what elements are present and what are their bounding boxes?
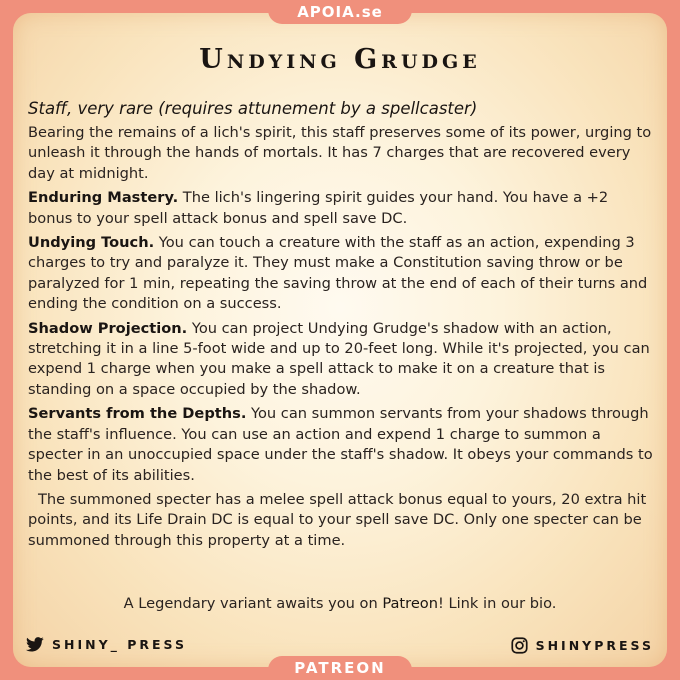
item-description: [28, 98, 654, 555]
instagram-icon: [511, 637, 528, 654]
top-tab: [268, 0, 412, 24]
property-text: You can project Undying Grudge's shadow with an action, stretching it in a line 5-foot wide and up to 20-feet long. While it's projected, you can expend 1 charge when you make a spell attack to make it on a creature that is standing on a space occupied by the shadow.: [28, 319, 650, 398]
property-undying-touch: [28, 233, 654, 315]
item-title: Undying Grudge: [199, 44, 481, 75]
patreon-link[interactable]: Patreon: [382, 595, 438, 612]
property-text: You can summon servants from your shadows through the staff's influence. You can use an action and expend 1 charge to summon a specter in an unoccupied space under the staff's shadow. It obeys your commands to the best of its abilities.: [28, 405, 653, 484]
promo-line: [0, 595, 680, 612]
property-name: Undying Touch.: [28, 234, 155, 252]
patreon-label: PATREON: [294, 659, 386, 677]
property-name: Shadow Projection.: [28, 319, 188, 337]
property-shadow-projection: [28, 319, 654, 401]
promo-text-before: A Legendary variant awaits you on: [123, 595, 383, 612]
property-name: Servants from the Depths.: [28, 405, 247, 423]
item-followup: The summoned specter has a melee spell attack bonus equal to yours, 20 extra hit points, and its Life Drain DC is equal to your spell save DC. Only one specter can be summoned through this property at a time.: [28, 490, 647, 549]
instagram-handle: SHINYPRESS: [535, 638, 654, 653]
site-label: APOIA.se: [297, 3, 383, 21]
property-servants-from-the-depths: [28, 404, 654, 486]
twitter-handle: SHINY_ PRESS: [52, 637, 187, 652]
instagram-handle-group[interactable]: [511, 637, 654, 654]
promo-text-after: ! Link in our bio.: [438, 595, 557, 612]
property-text: The lich's lingering spirit guides your hand. You have a +2 bonus to your spell attack bonus and spell save DC.: [28, 189, 609, 227]
twitter-bird-icon: [26, 637, 44, 652]
twitter-handle-group[interactable]: [26, 637, 187, 652]
property-text: You can touch a creature with the staff as an action, expending 3 charges to try and paralyze it. They must make a Constitution saving throw or be paralyzed for 1 min, repeating the saving throw at the end of each of their turns and ending the condition on a success.: [28, 234, 648, 313]
bottom-tab: [268, 656, 412, 680]
property-name: Enduring Mastery.: [28, 189, 179, 207]
item-intro: Bearing the remains of a lich's spirit, this staff preserves some of its power, urging to unleash it through the hands of mortals. It has 7 charges that are recovered every day at midnight.: [28, 124, 652, 182]
item-subtitle: Staff, very rare (requires attunement by a spellcaster): [28, 99, 478, 118]
property-enduring-mastery: [28, 188, 654, 229]
